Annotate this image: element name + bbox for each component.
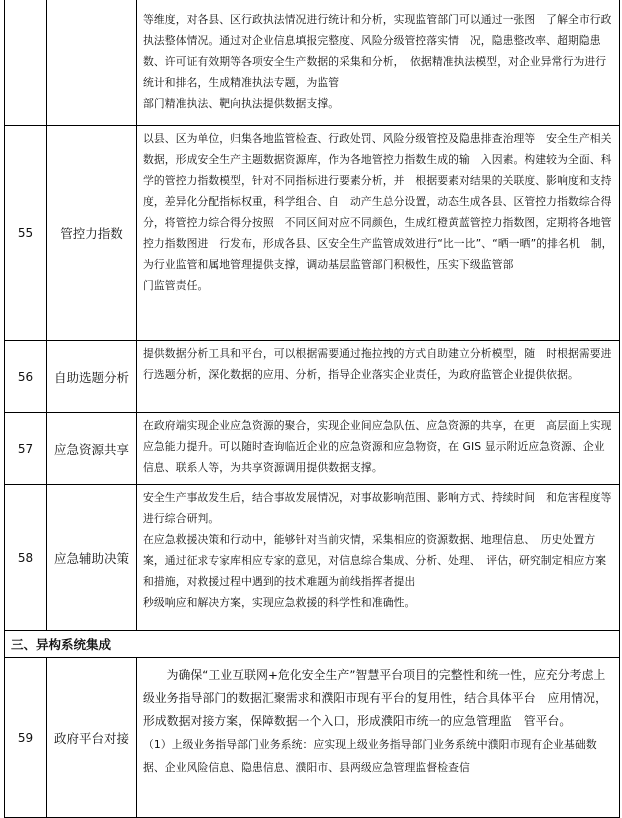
row-number: 57 <box>5 413 47 485</box>
row-name: 应急辅助决策 <box>47 485 137 631</box>
row-description <box>137 341 620 413</box>
description-paragraph: （1）上级业务指导部门业务系统：应实现上级业务指导部门业务系统中濮阳市现有企业基础数据、企业风险信息、隐患信息、濮阳市、县两级应急管理监督检查信 <box>143 738 597 774</box>
description-paragraph: 以县、区为单位，归集各地监管检查、行政处罚、风险分级管控及隐患排查治理等 安全生产相关数据，形成安全生产主题数据资源库，作为各地管控力指数生成的输 入因素。构建较为全面、科学的管控力指数模型，针对不同指标进行要素分析，并 根据要素对结果的关联度、影响度和支持度，差异化分配指标权重，科学组合、自 动产生总分设置，动态生成各县、区管控力指数综合得分，将管控力综合得分按照 不同区间对应不同颜色，生成红橙黄蓝管控力指数图，定期将各地管控力指数图进 行发布，形成各县、区安全生产监管成效进行“比一比”、“晒一晒”的排名机 制，为行业监管和属地管理提供支撑，调动基层监管部门积极性，压实下级监管部 <box>143 132 613 271</box>
row-number: 56 <box>5 341 47 413</box>
description-paragraph: 为确保“工业互联网+危化安全生产”智慧平台项目的完整性和统一性，应充分考虑上级业务指导部门的数据汇聚需求和濮阳市现有平台的复用性，结合具体平台 应用情况，形成数据对接方案，保障数据一个入口，形成濮阳市统一的应急管理监 管平台。 <box>143 668 607 728</box>
description-paragraph: 秒级响应和解决方案，实现应急救援的科学性和准确性。 <box>143 596 416 609</box>
row-description <box>137 485 620 631</box>
row-description <box>137 0 620 126</box>
table-row <box>5 341 620 413</box>
description-paragraph: 部门精准执法、靶向执法提供数据支撑。 <box>143 97 340 110</box>
section-heading: 三、异构系统集成 <box>5 631 620 658</box>
section-row <box>5 631 620 658</box>
table-row <box>5 126 620 341</box>
row-name: 应急资源共享 <box>47 413 137 485</box>
row-description <box>137 413 620 485</box>
description-paragraph: 在政府端实现企业应急资源的聚合，实现企业间应急队伍、应急资源的共享，在更 高层面上实现应急能力提升。可以随时查询临近企业的应急资源和应急物资，在 GIS 显示附近应急资源、企业信息、联系人等，为共享资源调用提供数据支撑。 <box>143 419 612 474</box>
row-number: 59 <box>5 658 47 818</box>
description-paragraph: 安全生产事故发生后，结合事故发展情况，对事故影响范围、影响方式、持续时间 和危害程度等进行综合研判。 <box>143 491 612 525</box>
row-name: 政府平台对接 <box>47 658 137 818</box>
row-description <box>137 126 620 341</box>
row-name: 管控力指数 <box>47 126 137 341</box>
document-table <box>4 0 620 818</box>
row-number: 58 <box>5 485 47 631</box>
row-name <box>47 0 137 126</box>
row-name: 自助选题分析 <box>47 341 137 413</box>
row-number: 55 <box>5 126 47 341</box>
description-paragraph: 在应急救援决策和行动中，能够针对当前灾情，采集相应的资源数据、地理信息、 历史处置方案，通过征求专家库相应专家的意见，对信息综合集成、分析、处理、 评估，研究制定相应方案和措施，对救援过程中遇到的技术难题为前线指挥者提出 <box>143 533 607 588</box>
description-paragraph: 提供数据分析工具和平台，可以根据需要通过拖拉拽的方式自助建立分析模型，随 时根据需要进行选题分析，深化数据的应用、分析，指导企业落实企业责任，为政府监管企业提供依据。 <box>143 347 612 381</box>
row-description <box>137 658 620 818</box>
description-paragraph: 等维度，对各县、区行政执法情况进行统计和分析，实现监管部门可以通过一张图 了解全市行政执法整体情况。通过对企业信息填报完整度、风险分级管控落实情 况，隐患整改率、超期隐患数、许可证有效期等各项安全生产数据的采集和分析， 依据精准执法模型，对企业异常行为进行统计和排名，生成精准执法专题，为监管 <box>143 13 612 89</box>
table-row <box>5 485 620 631</box>
table-row <box>5 0 620 126</box>
table-row <box>5 413 620 485</box>
row-number <box>5 0 47 126</box>
table-row <box>5 658 620 818</box>
description-paragraph: 门监管责任。 <box>143 279 209 292</box>
